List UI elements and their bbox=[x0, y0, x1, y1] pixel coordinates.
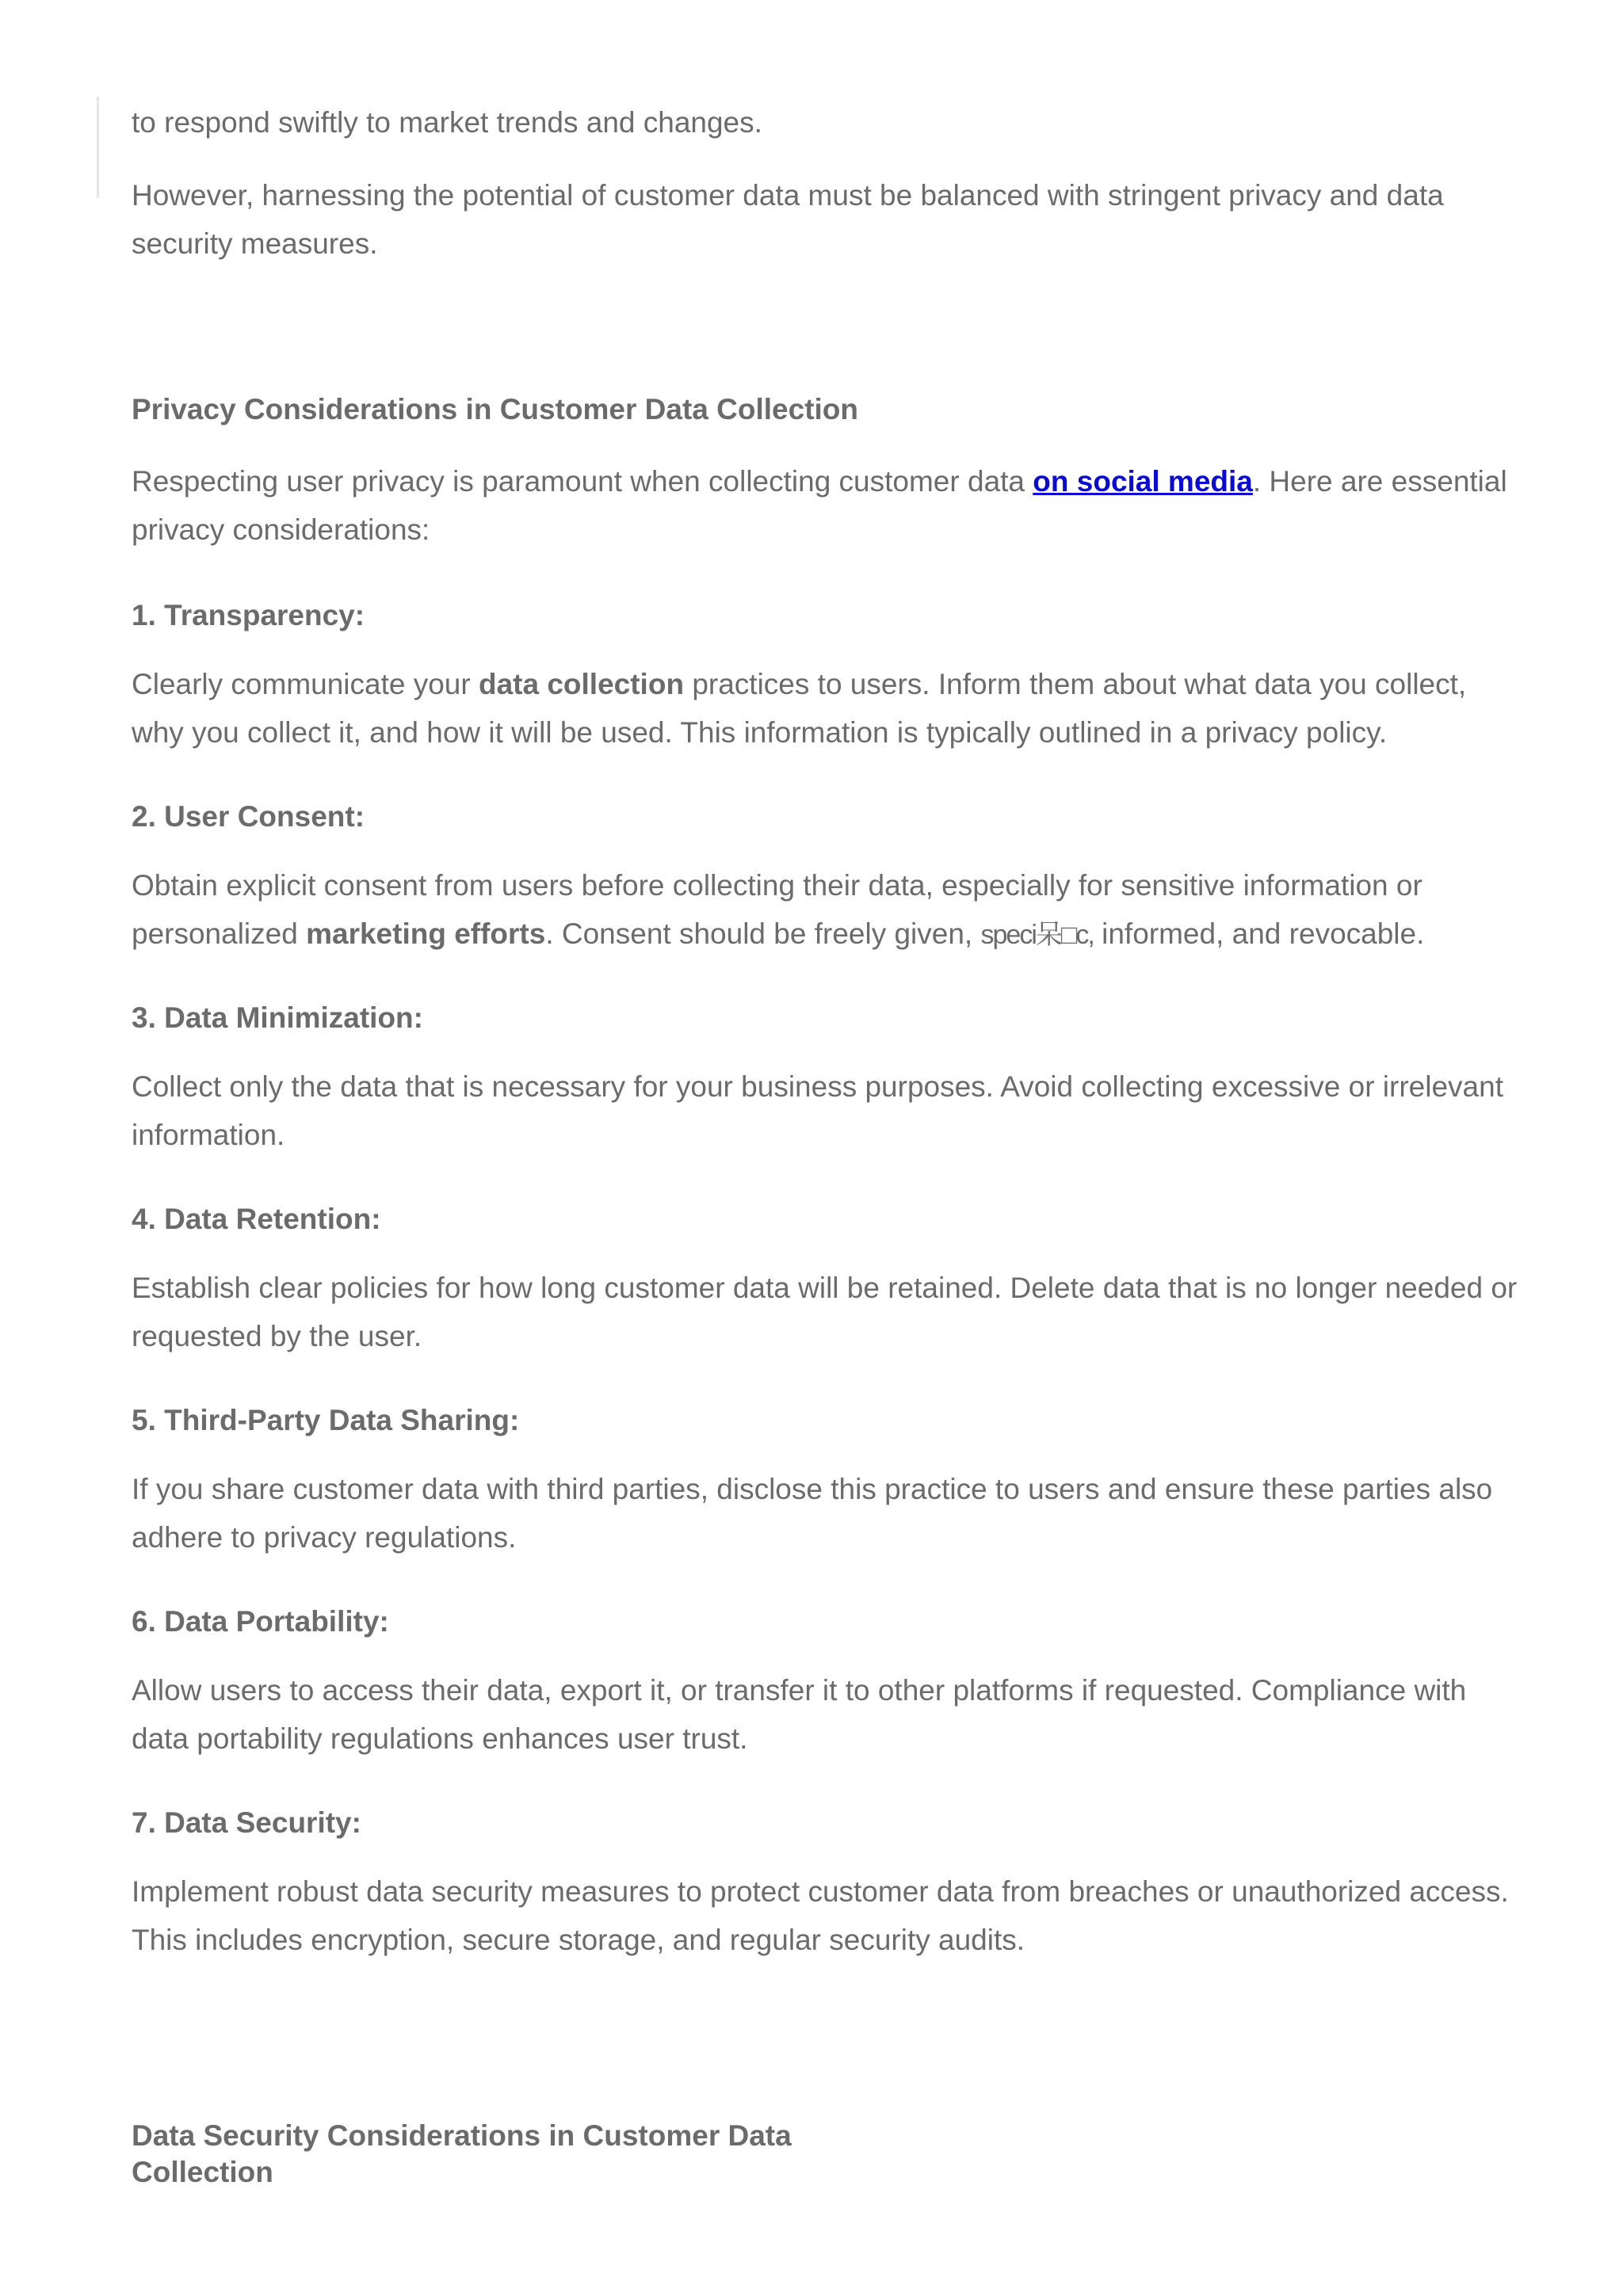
marketing-efforts-bold: marketing efforts bbox=[306, 917, 546, 950]
item-text-part: Obtain explicit consent from users before collecting their data, especially for sensitive information or personalized bbox=[132, 869, 1423, 950]
item-data-retention-text: Establish clear policies for how long customer data will be retained. Delete data that is no longer needed or requested by the user. bbox=[132, 1272, 1518, 1352]
item-text-part: practices to users. Inform them about what data you collect, why you collect it, and how it will be used. This information is typically outlined in a privacy policy. bbox=[132, 668, 1467, 749]
intro-line-top: to respond swiftly to market trends and changes. bbox=[132, 106, 762, 139]
item-text-part: Clearly communicate your bbox=[132, 668, 479, 700]
intro-paragraph: However, harnessing the potential of customer data must be balanced with stringent privacy and data security measures. bbox=[132, 179, 1444, 260]
security-heading bbox=[132, 2118, 1526, 2191]
privacy-heading: Privacy Considerations in Customer Data Collection bbox=[132, 393, 858, 425]
data-collection-bold: data collection bbox=[478, 668, 685, 700]
item-text-part: . Consent should be freely given, bbox=[545, 917, 981, 950]
item-user-consent-title: 2. User Consent: bbox=[132, 800, 365, 833]
privacy-intro-text-end: . Here are essential privacy considerations: bbox=[132, 465, 1507, 546]
item-transparency-title: 1. Transparency: bbox=[132, 599, 365, 631]
item-third-party-title: 5. Third-Party Data Sharing: bbox=[132, 1404, 520, 1436]
privacy-intro-text: Respecting user privacy is paramount when collecting customer data bbox=[132, 465, 1033, 498]
item-data-minimization-title: 3. Data Minimization: bbox=[132, 1001, 423, 1034]
glyph-glitch-text: speci呆□c, bbox=[980, 920, 1094, 950]
item-data-retention-title: 4. Data Retention: bbox=[132, 1203, 381, 1235]
item-user-consent-text bbox=[132, 861, 1526, 959]
social-media-link[interactable]: on social media bbox=[1033, 465, 1253, 498]
item-data-security-text: Implement robust data security measures to protect customer data from breaches or unauthorized access. This includes encryption, secure storage, and regular security audits. bbox=[132, 1875, 1509, 1956]
security-heading-line2: Collection bbox=[132, 2156, 273, 2188]
item-third-party-text: If you share customer data with third parties, disclose this practice to users and ensure these parties also adhere to privacy regulations. bbox=[132, 1473, 1493, 1554]
item-data-minimization-text: Collect only the data that is necessary for your business purposes. Avoid collecting excessive or irrelevant information. bbox=[132, 1070, 1503, 1151]
item-text-part: informed, and revocable. bbox=[1093, 917, 1425, 950]
blockquote-bar bbox=[97, 97, 99, 198]
privacy-intro-paragraph bbox=[132, 457, 1526, 554]
item-data-portability-text: Allow users to access their data, export it, or transfer it to other platforms if requested. Compliance with data portability regulations enhances user trust. bbox=[132, 1674, 1467, 1755]
item-transparency-text bbox=[132, 660, 1526, 757]
item-data-portability-title: 6. Data Portability: bbox=[132, 1605, 389, 1638]
item-data-security-title: 7. Data Security: bbox=[132, 1806, 361, 1839]
security-heading-line1: Data Security Considerations in Customer Data bbox=[132, 2119, 792, 2152]
